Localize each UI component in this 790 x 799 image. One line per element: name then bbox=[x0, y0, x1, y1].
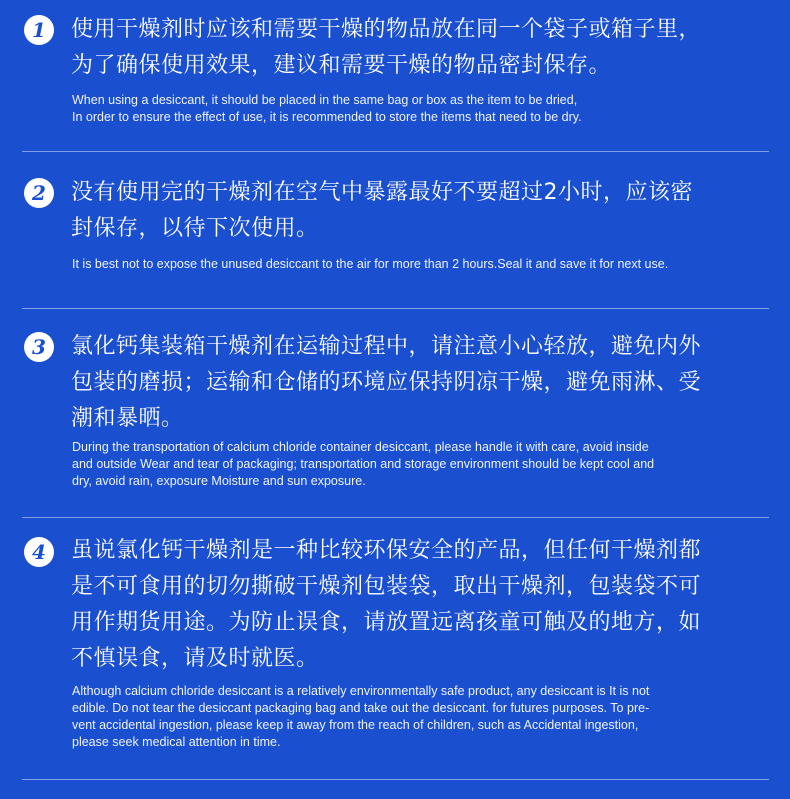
divider-1 bbox=[22, 151, 769, 152]
instruction-zh-4: 虽说氯化钙干燥剂是一种比较环保安全的产品，但任何干燥剂都 是不可食用的切勿撕破干燥剂包装袋，取出干燥剂，包装袋不可 用作期货用途。为防止误食，请放置远离孩童可触及的地方，如 不慎误食，请及时就医。 bbox=[71, 538, 702, 671]
divider-3 bbox=[22, 517, 769, 518]
divider-2 bbox=[22, 308, 769, 309]
instruction-zh-1: 使用干燥剂时应该和需要干燥的物品放在同一个袋子或箱子里， 为了确保使用效果，建议和需要干燥的物品密封保存。 bbox=[71, 17, 702, 78]
instruction-zh-2: 没有使用完的干燥剂在空气中暴露最好不要超过2小时，应该密 封保存，以待下次使用。 bbox=[71, 180, 693, 241]
instruction-en-2: It is best not to expose the unused desiccant to the air for more than 2 hours.Seal it and save it for next use. bbox=[72, 257, 669, 271]
instruction-en-1: When using a desiccant, it should be placed in the same bag or box as the item to be dried, In order to ensure the effect of use, it is recommended to store the items that need to be dry. bbox=[72, 93, 582, 124]
number-badge-3: 3 bbox=[24, 332, 54, 362]
number-badge-1: 1 bbox=[24, 15, 54, 45]
instruction-en-4: Although calcium chloride desiccant is a relatively environmentally safe product, any desiccant is It is not edible. Do not tear the desiccant packaging bag and take out the desiccant. for futures purposes. To pre- vent accidental ingestion, please keep it away from the reach of children, such as Accidental ingestion, please seek medical attention in time. bbox=[72, 684, 650, 749]
number-badge-2: 2 bbox=[24, 178, 54, 208]
instruction-zh-3: 氯化钙集装箱干燥剂在运输过程中，请注意小心轻放，避免内外 包装的磨损；运输和仓储的环境应保持阴凉干燥，避免雨淋、受 潮和暴晒。 bbox=[71, 334, 702, 431]
instruction-en-3: During the transportation of calcium chloride container desiccant, please handle it with care, avoid inside and outside Wear and tear of packaging; transportation and storage environment should be kept cool and dry, avoid rain, exposure Moisture and sun exposure. bbox=[72, 440, 655, 488]
divider-4 bbox=[22, 779, 769, 780]
number-badge-4: 4 bbox=[24, 537, 54, 567]
